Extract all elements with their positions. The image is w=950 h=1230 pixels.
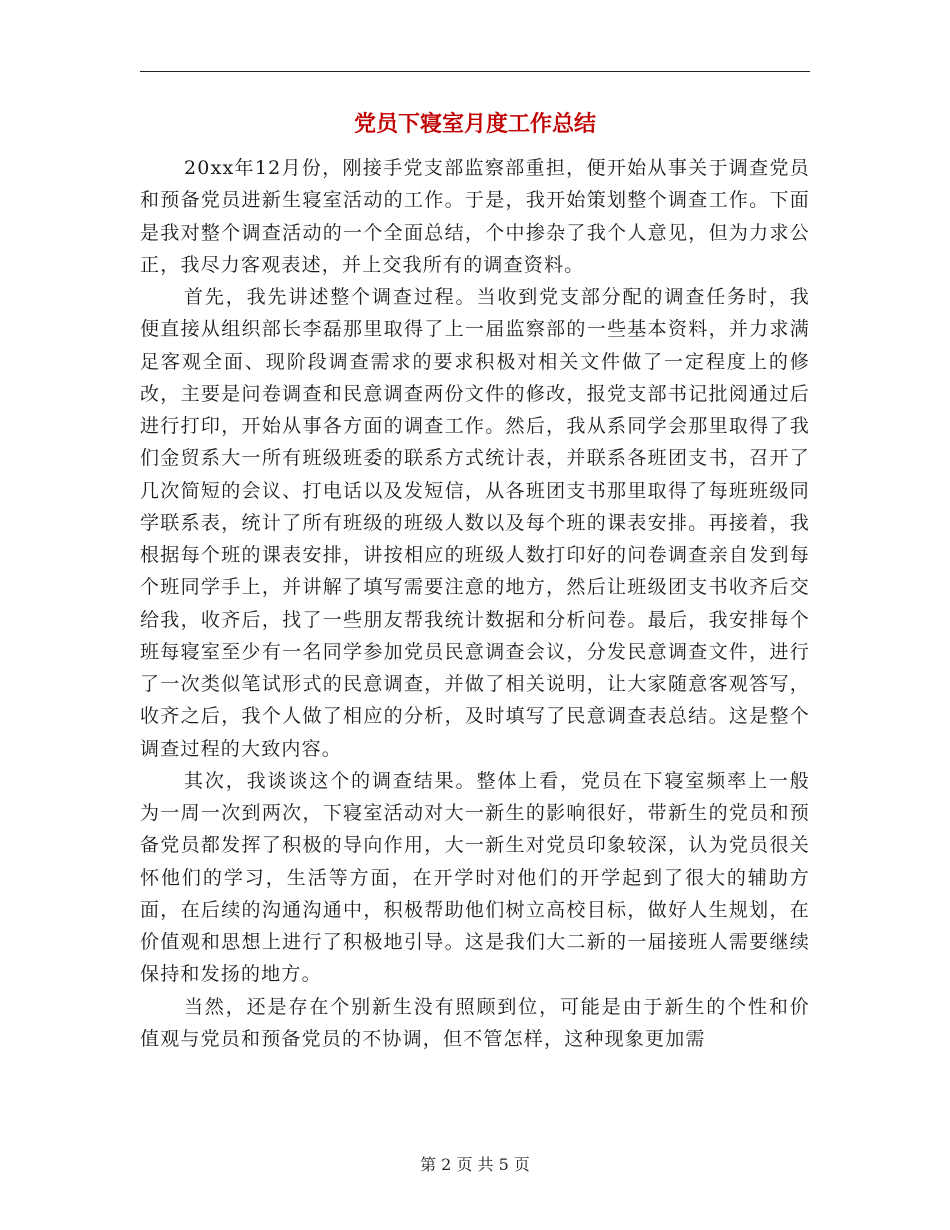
document-body [140, 152, 810, 1055]
paragraph-process: 首先，我先讲述整个调查过程。当收到党支部分配的调查任务时，我便直接从组织部长李磊那里取得了上一届监察部的一些基本资料，并力求满足客观全面、现阶段调查需求的要求积极对相关文件做了一定程度上的修改，主要是问卷调查和民意调查两份文件的修改，报党支部书记批阅通过后进行打印，开始从事各方面的调查工作。然后，我从系同学会那里取得了我们金贸系大一所有班级班委的联系方式统计表，并联系各班团支书，召开了几次简短的会议、打电话以及发短信，从各班团支书那里取得了每班班级同学联系表，统计了所有班级的班级人数以及每个班的课表安排。再接着，我根据每个班的课表安排，讲按相应的班级人数打印好的问卷调查亲自发到每个班同学手上，并讲解了填写需要注意的地方，然后让班级团支书收齐后交给我，收齐后，找了一些朋友帮我统计数据和分析问卷。最后，我安排每个班每寝室至少有一名同学参加党员民意调查会议，分发民意调查文件，进行了一次类似笔试形式的民意调查，并做了相关说明，让大家随意客观答写，收齐之后，我个人做了相应的分析，及时填写了民意调查表总结。这是整个调查过程的大致内容。 [140, 286, 810, 760]
document-title: 党员下寝室月度工作总结 [353, 112, 596, 137]
paragraph-intro: 20xx年12月份，刚接手党支部监察部重担，便开始从事关于调查党员和预备党员进新生寝室活动的工作。于是，我开始策划整个调查工作。下面是我对整个调查活动的一个全面总结，个中掺杂了我个人意见，但为力求公正，我尽力客观表述，并上交我所有的调查资料。 [140, 157, 810, 276]
page-number-footer: 第 2 页 共 5 页 [420, 1155, 530, 1174]
paragraph-results: 其次，我谈谈这个的调查结果。整体上看，党员在下寝室频率上一般为一周一次到两次，下寝室活动对大一新生的影响很好，带新生的党员和预备党员都发挥了积极的导向作用，大一新生对党员印象较深，认为党员很关怀他们的学习，生活等方面，在开学时对他们的开学起到了很大的辅助方面，在后续的沟通沟通中，积极帮助他们树立高校目标，做好人生规划，在价值观和思想上进行了积极地引导。这是我们大二新的一届接班人需要继续保持和发扬的地方。 [140, 769, 810, 986]
header-rule [140, 71, 810, 72]
paragraph-issues: 当然，还是存在个别新生没有照顾到位，可能是由于新生的个性和价值观与党员和预备党员的不协调，但不管怎样，这种现象更加需 [140, 995, 810, 1050]
